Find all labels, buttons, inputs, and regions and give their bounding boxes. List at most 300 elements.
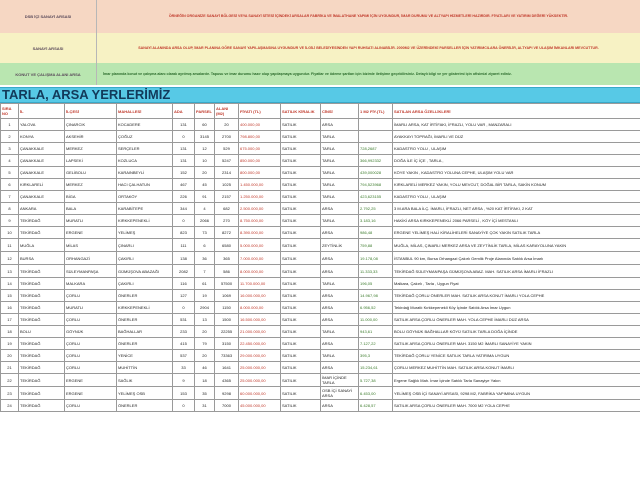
table-cell: TARLA bbox=[321, 191, 359, 203]
table-cell: 15 bbox=[1, 290, 19, 302]
table-cell: 2700 bbox=[215, 131, 239, 143]
table-cell: ARSA bbox=[321, 338, 359, 350]
table-cell: 33 bbox=[173, 362, 195, 374]
table-cell: 2 bbox=[1, 131, 19, 143]
table-cell: 1500 bbox=[215, 314, 239, 326]
table-cell: 675.000,00 bbox=[239, 143, 281, 155]
table-cell: ÖNERLER bbox=[117, 290, 173, 302]
table-cell: 3 M.ARA BALA İLÇ. İMARLI, İFRAZLI, NET ARSA , %20 KAT İRTİFAKI, 2 KAT bbox=[393, 203, 640, 215]
table-row[interactable] bbox=[1, 387, 640, 400]
table-cell: 22 bbox=[1, 374, 19, 387]
section-title-bar bbox=[0, 87, 640, 103]
table-cell: KIRKKEPENEKLİ bbox=[117, 215, 173, 227]
table-cell: TEKİRDAĞ bbox=[19, 278, 65, 290]
table-row[interactable] bbox=[1, 338, 640, 350]
table-cell: 2082 bbox=[173, 265, 195, 278]
table-cell: ARSA bbox=[321, 227, 359, 239]
table-cell: MERKEZ bbox=[65, 179, 117, 191]
table-cell bbox=[359, 119, 393, 131]
table-cell: ÇORLU bbox=[65, 338, 117, 350]
table-body bbox=[1, 119, 640, 412]
table-cell: ÖNERLER bbox=[117, 400, 173, 412]
table-cell: 23 bbox=[1, 387, 19, 400]
table-cell: TARLA bbox=[321, 278, 359, 290]
table-cell: SATILIK bbox=[281, 302, 321, 314]
table-cell: KIRKKEPENEKLİ bbox=[117, 302, 173, 314]
table-cell: AKSEHİR bbox=[65, 131, 117, 143]
table-cell: SATILIK bbox=[281, 179, 321, 191]
table-cell: 8.000.000,00 bbox=[239, 265, 281, 278]
table-cell: 10 bbox=[195, 155, 215, 167]
table-cell: 131 bbox=[173, 155, 195, 167]
table-row[interactable] bbox=[1, 252, 640, 265]
table-cell: SATILIK bbox=[281, 203, 321, 215]
table-cell: 5.000.000,00 bbox=[239, 239, 281, 252]
table-cell: 467 bbox=[173, 179, 195, 191]
table-cell: 986,48 bbox=[359, 227, 393, 239]
table-cell: 11.333,33 bbox=[359, 265, 393, 278]
table-cell: 11.000,00 bbox=[359, 314, 393, 326]
table-cell: BOLU bbox=[19, 326, 65, 338]
table-cell: 3145 bbox=[195, 131, 215, 143]
table-cell: 423,623155 bbox=[359, 191, 393, 203]
table-cell: 1.250.000,00 bbox=[239, 191, 281, 203]
table-cell: TEKİRDAĞ bbox=[19, 227, 65, 239]
table-cell: 537 bbox=[173, 350, 195, 362]
table-cell: 2066 bbox=[195, 215, 215, 227]
table-cell: ÇORLU bbox=[65, 314, 117, 326]
table-row[interactable] bbox=[1, 227, 640, 239]
table-cell: 586 bbox=[215, 265, 239, 278]
table-cell: ORTAKÖY bbox=[117, 191, 173, 203]
table-row[interactable] bbox=[1, 400, 640, 412]
info-row-konut bbox=[0, 63, 640, 85]
table-cell: 0 bbox=[173, 302, 195, 314]
table-cell: 439,000028 bbox=[359, 167, 393, 179]
table-cell: İSTANBUL 90 km, Bursa Orhangazi Çakırlı Gemlik Proje Alanında Satılık Arsa İmarlı bbox=[393, 252, 640, 265]
table-cell: ÇORLU MERKEZ MUHİTTİN MAH. SATILIK ARSA KONUT İMARLI bbox=[393, 362, 640, 374]
table-cell: SATILIK bbox=[281, 167, 321, 179]
table-cell: 7 bbox=[1, 191, 19, 203]
table-cell: 16.500.000,00 bbox=[239, 314, 281, 326]
info-text: ÖRNEĞİN ORGANİZE SANAYİ BÖLGESİ VEYA SANAYİ SİTESİ İÇİNDEKİ ARSALAR FABRİKA VE İMALATHANE YAPIMI İÇİN UYGUNDUR, İMAR DURUMU VE ALTYAPI HİZMETLERİ HAZIRDIR. FİYATLARI VE YATIRIM DEĞERİ YÜKSEKTİR. bbox=[168, 14, 569, 18]
table-cell: 3150 bbox=[215, 338, 239, 350]
table-cell: 4 bbox=[1, 155, 19, 167]
table-header-row bbox=[1, 104, 640, 119]
table-cell: 14 bbox=[1, 278, 19, 290]
table-cell: Tekirdağ Muratlı Kırkkepenekli Köy İçinde Satılık Arsa İmar Uygun bbox=[393, 302, 640, 314]
table-cell: 46 bbox=[195, 362, 215, 374]
table-cell: SATILIK ARSA ÇORLU ÖNERLER MAH. 3150 M2 İMARLI SANAYİYE YAKIN bbox=[393, 338, 640, 350]
table-cell: TEKİRDAĞ bbox=[19, 338, 65, 350]
table-cell: SERÇELER bbox=[117, 143, 173, 155]
table-cell: 131 bbox=[173, 119, 195, 131]
info-row-osb bbox=[0, 0, 640, 33]
listing-table bbox=[0, 103, 640, 412]
table-cell: TARLA bbox=[321, 326, 359, 338]
table-cell: 1150 bbox=[215, 302, 239, 314]
table-cell: 226 bbox=[173, 191, 195, 203]
table-cell: SATILIK bbox=[281, 191, 321, 203]
table-row[interactable] bbox=[1, 167, 640, 179]
table-cell: ÇINARCIK bbox=[65, 119, 117, 131]
table-cell: ÖNERLER bbox=[117, 338, 173, 350]
table-cell: 6.428,57 bbox=[359, 400, 393, 412]
table-cell: 20 bbox=[195, 167, 215, 179]
table-cell: SATILIK bbox=[281, 326, 321, 338]
table-cell: 728,2687 bbox=[359, 143, 393, 155]
table-cell: 9 bbox=[173, 374, 195, 387]
table-cell: MUĞLA, MİLAS, ÇINARLI MERKEZ ARSA VE ZEYTİNLİK TARLA, MİLAS KARAYOLUNA YAKIN bbox=[393, 239, 640, 252]
table-cell: 73 bbox=[195, 227, 215, 239]
table-cell: 18 bbox=[195, 374, 215, 387]
table-cell: SATILIK bbox=[281, 362, 321, 374]
table-cell: 60.000.000,00 bbox=[239, 387, 281, 400]
table-cell: HACI ÇALHATUN bbox=[117, 179, 173, 191]
table-cell: 13 bbox=[1, 265, 19, 278]
table-cell: 18 bbox=[1, 326, 19, 338]
table-cell: 24 bbox=[1, 400, 19, 412]
table-cell: TEKİRDAĞ SÜLEYMANPAŞA GÜMÜŞOVA ABAZ. MAH. SATILIK ARSA İMARLI İFRAZLI bbox=[393, 265, 640, 278]
table-cell: 798.800,00 bbox=[239, 131, 281, 143]
table-cell: 1025 bbox=[215, 179, 239, 191]
table-cell: 794,523968 bbox=[359, 179, 393, 191]
table-cell: 3.183,16 bbox=[359, 215, 393, 227]
table-cell: 7 bbox=[195, 265, 215, 278]
table-cell: BİGA bbox=[65, 191, 117, 203]
table-cell: SATILIK bbox=[281, 374, 321, 387]
table-cell: 6580 bbox=[215, 239, 239, 252]
table-cell: 15.234,61 bbox=[359, 362, 393, 374]
table-cell: BOLU GÖYNÜK BAĞHALLAR KÖYÜ SATILIK TARLA DOĞA İÇİNDE bbox=[393, 326, 640, 338]
info-label: KONUT VE ÇALIŞMA ALANI ARSA bbox=[0, 63, 97, 85]
table-cell: 6.956,52 bbox=[359, 302, 393, 314]
info-row-sanayi-arsasi bbox=[0, 33, 640, 63]
table-cell: 365 bbox=[215, 252, 239, 265]
table-cell: TARLA bbox=[321, 155, 359, 167]
table-row[interactable] bbox=[1, 143, 640, 155]
table-cell: MİLAS bbox=[65, 239, 117, 252]
table-cell: HAKİKİ ARSA KIRKKEPENEKLİ 2066 PARSELİ , KÖY İÇİ MESTANLI bbox=[393, 215, 640, 227]
table-cell: ÇORLU bbox=[65, 290, 117, 302]
table-cell: 2314 bbox=[215, 167, 239, 179]
table-row[interactable] bbox=[1, 131, 640, 143]
table-cell: 79 bbox=[195, 338, 215, 350]
table-cell: MURATLI bbox=[65, 302, 117, 314]
table-cell: ARSA bbox=[321, 265, 359, 278]
table-cell: SATILIK bbox=[281, 143, 321, 155]
table-cell: ÇAKIRLI bbox=[117, 278, 173, 290]
table-cell: SATILIK bbox=[281, 290, 321, 302]
table-cell: 9 bbox=[1, 215, 19, 227]
table-cell: 12 bbox=[1, 252, 19, 265]
table-cell: 10 bbox=[1, 227, 19, 239]
table-cell: 7.127,22 bbox=[359, 338, 393, 350]
table-cell: ÇANAKKALE bbox=[19, 167, 65, 179]
table-cell: 8.000.000,00 bbox=[239, 302, 281, 314]
table-cell: LAPSEKİ bbox=[65, 155, 117, 167]
table-cell: 17 bbox=[1, 314, 19, 326]
table-cell: 11 bbox=[1, 239, 19, 252]
table-cell: 0 bbox=[173, 131, 195, 143]
table-cell: Malkara, Çakırlı , Tarla , Uygun Fiyat bbox=[393, 278, 640, 290]
column-header: İLÇESİ bbox=[65, 104, 117, 119]
table-cell: ZEYTİNLİK bbox=[321, 239, 359, 252]
table-cell: ÖNERLER bbox=[117, 314, 173, 326]
table-cell: 6 bbox=[195, 239, 215, 252]
column-header: CİNSİ bbox=[321, 104, 359, 119]
table-cell: 800.000,00 bbox=[239, 167, 281, 179]
table-cell: SATILIK bbox=[281, 265, 321, 278]
table-cell: 29.000.000,00 bbox=[239, 350, 281, 362]
table-cell: 344 bbox=[173, 203, 195, 215]
table-cell: ÇINARLI bbox=[117, 239, 173, 252]
table-row[interactable] bbox=[1, 374, 640, 387]
table-cell: 2.792,25 bbox=[359, 203, 393, 215]
table-cell: MUHİTTİN bbox=[117, 362, 173, 374]
table-cell: 60 bbox=[195, 119, 215, 131]
table-cell: 152 bbox=[173, 167, 195, 179]
table-cell: TEKİRDAĞ ÇORLU YENİCE SATILIK TARLA YATIRIMA UYGUN bbox=[393, 350, 640, 362]
table-cell: KÖYE YAKIN , KADASTRO YOLUNA CEPHE, ULAŞIM YOLU VAR bbox=[393, 167, 640, 179]
table-cell: TARLA bbox=[321, 350, 359, 362]
table-cell: 31 bbox=[195, 400, 215, 412]
table-cell: 233 bbox=[173, 326, 195, 338]
table-cell: 400.000,00 bbox=[239, 119, 281, 131]
table-row[interactable] bbox=[1, 302, 640, 314]
table-cell: YELİMEŞ OSB bbox=[117, 387, 173, 400]
column-header: PARSEL bbox=[195, 104, 215, 119]
table-cell: 14.967,98 bbox=[359, 290, 393, 302]
table-cell: SATILIK bbox=[281, 338, 321, 350]
table-cell: KOZLUCA bbox=[117, 155, 173, 167]
table-cell: 6.453,00 bbox=[359, 387, 393, 400]
table-cell: 1.450.000,00 bbox=[239, 179, 281, 191]
table-row[interactable] bbox=[1, 265, 640, 278]
table-cell: 19.178,08 bbox=[359, 252, 393, 265]
table-cell: TEKİRDAĞ bbox=[19, 374, 65, 387]
table-cell: ARSA bbox=[321, 290, 359, 302]
table-cell: 111 bbox=[173, 239, 195, 252]
table-row[interactable] bbox=[1, 119, 640, 131]
table-cell: SATILIK bbox=[281, 239, 321, 252]
table-cell: SATILIK bbox=[281, 227, 321, 239]
table-cell: 415 bbox=[173, 338, 195, 350]
table-cell: 196,05 bbox=[359, 278, 393, 290]
column-header: MAHALLESİ bbox=[117, 104, 173, 119]
column-header: ALANI (M2) bbox=[215, 104, 239, 119]
table-cell bbox=[359, 131, 393, 143]
table-cell: TEKİRDAĞ bbox=[19, 290, 65, 302]
table-cell: BURSA bbox=[19, 252, 65, 265]
table-cell: 5247 bbox=[215, 155, 239, 167]
table-cell: SATILIK bbox=[281, 131, 321, 143]
table-cell: 5.727,38 bbox=[359, 374, 393, 387]
table-row[interactable] bbox=[1, 203, 640, 215]
table-cell: 2904 bbox=[195, 302, 215, 314]
table-cell: KARABİTEPE bbox=[117, 203, 173, 215]
table-cell: SÜLEYMANPAŞA bbox=[65, 265, 117, 278]
info-label: SANAYİ ARSASI bbox=[0, 33, 97, 63]
table-cell: SATILIK bbox=[281, 314, 321, 326]
table-cell: 21.000.000,00 bbox=[239, 326, 281, 338]
table-cell: 8 bbox=[1, 203, 19, 215]
table-cell: ÇOĞUZ bbox=[117, 131, 173, 143]
table-cell: 8272 bbox=[215, 227, 239, 239]
table-cell: 25.000.000,00 bbox=[239, 362, 281, 374]
table-cell: MUĞLA bbox=[19, 239, 65, 252]
table-cell: TARLA bbox=[321, 167, 359, 179]
table-cell: ARSA bbox=[321, 302, 359, 314]
table-cell: SATILIK bbox=[281, 278, 321, 290]
table-cell: 131 bbox=[173, 143, 195, 155]
table-cell: SATILIK bbox=[281, 215, 321, 227]
table-cell: TARLA bbox=[321, 215, 359, 227]
table-cell: 116 bbox=[173, 278, 195, 290]
table-cell: 759,88 bbox=[359, 239, 393, 252]
table-cell: YELİMEŞ OSB İÇİ SANAYİ ARSASI, 9298 M2, FABRİKA YAPIMINA UYGUN bbox=[393, 387, 640, 400]
table-cell: 9298 bbox=[215, 387, 239, 400]
table-cell: 5 bbox=[1, 167, 19, 179]
table-cell: ERGENE YELİMEŞ HALİ KİRALİHELERİ SANAYİYE ÇOK YAKIN SATILIK TARLA bbox=[393, 227, 640, 239]
table-cell: SATILIK bbox=[281, 252, 321, 265]
table-cell: ERGENE bbox=[65, 374, 117, 387]
table-cell: ARSA bbox=[321, 119, 359, 131]
table-cell: 6 bbox=[1, 179, 19, 191]
listing-table-container[interactable] bbox=[0, 103, 640, 480]
table-cell: ANKARA bbox=[19, 203, 65, 215]
column-header: ADA bbox=[173, 104, 195, 119]
table-row[interactable] bbox=[1, 179, 640, 191]
table-cell: TEKİRDAĞ bbox=[19, 215, 65, 227]
table-row[interactable] bbox=[1, 191, 640, 203]
table-cell: TEKİRDAĞ bbox=[19, 387, 65, 400]
table-cell: 8.390.000,00 bbox=[239, 227, 281, 239]
table-cell: KADASTRO YOLU , ULAŞIM bbox=[393, 191, 640, 203]
table-cell: TEKİRDAĞ bbox=[19, 302, 65, 314]
table-cell: İMARLI ARSA, KAT İRTİFAKI, İFRAZLI, YOLU VAR , MANZARALI bbox=[393, 119, 640, 131]
table-cell: 73363 bbox=[215, 350, 239, 362]
table-cell: 0 bbox=[173, 215, 195, 227]
table-cell: TEKİRDAĞ ÇORLU ÖNERLER MAH. SATILIK ARSA KONUT İMARLI YOLA CEPHE bbox=[393, 290, 640, 302]
table-cell: GÖYNÜK bbox=[65, 326, 117, 338]
table-cell: SAĞLIK bbox=[117, 374, 173, 387]
table-cell: 12 bbox=[195, 143, 215, 155]
table-cell: 943,61 bbox=[359, 326, 393, 338]
table-cell: 45 bbox=[195, 179, 215, 191]
column-header: SATILIK KİRALIK bbox=[281, 104, 321, 119]
table-cell: MERKEZ bbox=[65, 143, 117, 155]
table-cell: MALKARA bbox=[65, 278, 117, 290]
table-cell: 395,3 bbox=[359, 350, 393, 362]
table-cell: 20 bbox=[195, 326, 215, 338]
table-cell: KOCADERE bbox=[117, 119, 173, 131]
table-cell: 21 bbox=[1, 362, 19, 374]
table-cell: SATILIK bbox=[281, 387, 321, 400]
table-cell: TEKİRDAĞ bbox=[19, 314, 65, 326]
table-cell: 19 bbox=[1, 338, 19, 350]
table-row[interactable] bbox=[1, 326, 640, 338]
table-cell: YENİCE bbox=[117, 350, 173, 362]
table-cell: KIRKLARELİ MERKEZ YAKIN, YOLU MEVCUT, DOĞAL BİR TARLA, SAKİN KONUM bbox=[393, 179, 640, 191]
table-cell: ARSA bbox=[321, 362, 359, 374]
table-cell: 22.450.000,00 bbox=[239, 338, 281, 350]
table-cell: YALOVA bbox=[19, 119, 65, 131]
table-cell: 16.000.000,00 bbox=[239, 290, 281, 302]
column-header: SATILAN ARSA ÖZELLİKLERİ bbox=[393, 104, 640, 119]
table-cell: ARSA bbox=[321, 314, 359, 326]
table-cell: BAĞHALLAR bbox=[117, 326, 173, 338]
table-row[interactable] bbox=[1, 290, 640, 302]
table-cell: 682 bbox=[215, 203, 239, 215]
table-row[interactable] bbox=[1, 155, 640, 167]
table-cell: ERGENE bbox=[65, 387, 117, 400]
table-cell: 13 bbox=[195, 314, 215, 326]
info-label: DSB İÇİ SANAYİ ARSASI bbox=[0, 0, 97, 33]
table-cell: ÇORLU bbox=[65, 400, 117, 412]
table-row[interactable] bbox=[1, 350, 640, 362]
table-row[interactable] bbox=[1, 239, 640, 252]
column-header: SIRA NO bbox=[1, 104, 19, 119]
table-cell: DOĞA İLE İÇ İÇE , TARLA , bbox=[393, 155, 640, 167]
table-row[interactable] bbox=[1, 278, 640, 290]
table-cell: 366,992332 bbox=[359, 155, 393, 167]
table-cell: 45.000.000,00 bbox=[239, 400, 281, 412]
table-cell: GÜMÜŞOVA ABAZAĞI bbox=[117, 265, 173, 278]
table-cell: 127 bbox=[173, 290, 195, 302]
table-cell: SATILIK bbox=[281, 400, 321, 412]
table-cell: KADASTRO YOLU , ULAŞIM bbox=[393, 143, 640, 155]
table-cell: 61 bbox=[195, 278, 215, 290]
table-cell: 7.000.000,00 bbox=[239, 252, 281, 265]
table-cell: ÇORLU bbox=[65, 362, 117, 374]
table-cell: TARLA bbox=[321, 143, 359, 155]
table-cell: 19 bbox=[195, 290, 215, 302]
table-cell: 20 bbox=[195, 350, 215, 362]
table-cell: TEKİRDAĞ bbox=[19, 350, 65, 362]
column-header: İL bbox=[19, 104, 65, 119]
table-cell: SATILIK bbox=[281, 119, 321, 131]
table-cell: 4 bbox=[195, 203, 215, 215]
table-cell: BALA bbox=[65, 203, 117, 215]
table-cell: 153 bbox=[173, 387, 195, 400]
table-cell: SATILIK bbox=[281, 350, 321, 362]
table-cell: 823 bbox=[173, 227, 195, 239]
column-header: FİYATI (TL) bbox=[239, 104, 281, 119]
table-row[interactable] bbox=[1, 215, 640, 227]
table-cell: SATILIK ARSA ÇORLU ÖNERLER MAH. 7000 M2 YOLA CEPHE bbox=[393, 400, 640, 412]
table-cell: KARAINBEYLİ bbox=[117, 167, 173, 179]
table-cell: TEKİRDAĞ bbox=[19, 265, 65, 278]
table-cell: ARSA bbox=[321, 203, 359, 215]
table-cell: 35 bbox=[195, 387, 215, 400]
table-cell: 4365 bbox=[215, 374, 239, 387]
table-cell: GELİBOLU bbox=[65, 167, 117, 179]
table-row[interactable] bbox=[1, 362, 640, 374]
table-cell: 270 bbox=[215, 215, 239, 227]
table-cell: 11.700.000,00 bbox=[239, 278, 281, 290]
table-row[interactable] bbox=[1, 314, 640, 326]
table-cell: 57500 bbox=[215, 278, 239, 290]
table-cell: MURATLI bbox=[65, 215, 117, 227]
table-cell: TARLA bbox=[321, 131, 359, 143]
table-cell: 2157 bbox=[215, 191, 239, 203]
info-text: İmar planında konut ve çalışma alanı olarak ayrılmış arsalardır. Tapusu ve imar durumu hazır olup yapılaşmaya uygundur. Fiyatlar ve ödeme şartları için bizimle iletişime geçebilirsiniz. Detaylı bilgi ve yer gösterimi için ofisimizi ziyaret ediniz. bbox=[103, 71, 512, 76]
table-cell: ÇANAKKALE bbox=[19, 143, 65, 155]
table-cell: YELİMEŞ bbox=[117, 227, 173, 239]
table-cell: 22255 bbox=[215, 326, 239, 338]
table-cell: AYAKKAYI TOPRAĞI, İMARLI VE DÜZ bbox=[393, 131, 640, 143]
